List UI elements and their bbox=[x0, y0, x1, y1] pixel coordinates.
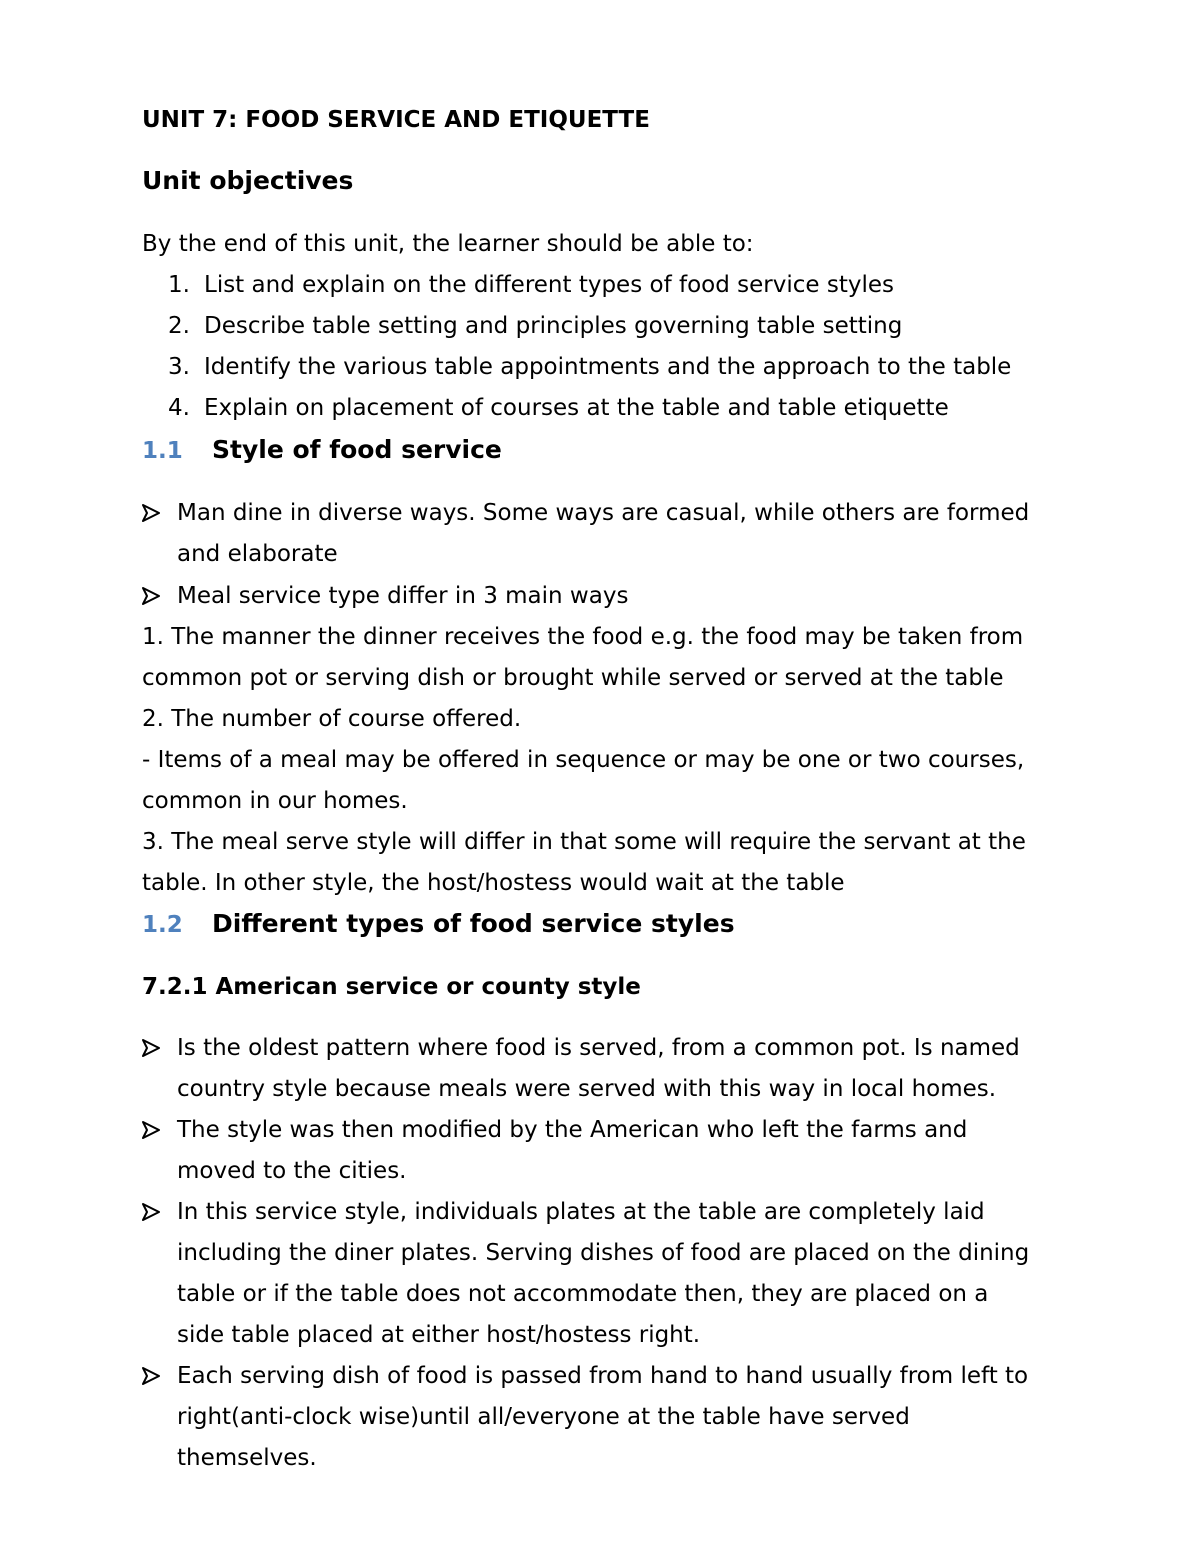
objective-text: Explain on placement of courses at the table and table etiquette bbox=[204, 395, 949, 421]
arrowhead-bullet-icon bbox=[140, 581, 162, 611]
bullet-text: In this service style, individuals plates at the table are completely laid bbox=[177, 1199, 985, 1225]
objectives-heading: Unit objectives bbox=[142, 166, 354, 195]
paragraph-line: table. In other style, the host/hostess would wait at the table bbox=[142, 870, 845, 896]
bullet-text: Is the oldest pattern where food is served, from a common pot. Is named bbox=[177, 1035, 1020, 1061]
objective-number: 2. bbox=[168, 313, 190, 339]
arrowhead-bullet-icon bbox=[140, 498, 162, 528]
bullet-text: and elaborate bbox=[177, 541, 338, 567]
arrowhead-bullet-icon bbox=[140, 1197, 162, 1227]
paragraph-line: 3. The meal serve style will differ in that some will require the servant at the bbox=[142, 829, 1026, 855]
objectives-intro: By the end of this unit, the learner should be able to: bbox=[142, 231, 754, 257]
subsection-heading: 7.2.1 American service or county style bbox=[142, 974, 641, 1000]
bullet-text: table or if the table does not accommodate then, they are placed on a bbox=[177, 1281, 989, 1307]
objective-number: 4. bbox=[168, 395, 190, 421]
section-title: Style of food service bbox=[212, 435, 502, 464]
paragraph-line: 1. The manner the dinner receives the food e.g. the food may be taken from bbox=[142, 624, 1024, 650]
arrowhead-bullet-icon bbox=[140, 1361, 162, 1391]
arrowhead-bullet-icon bbox=[140, 1033, 162, 1063]
section-number: 1.2 bbox=[142, 912, 183, 938]
unit-title: UNIT 7: FOOD SERVICE AND ETIQUETTE bbox=[142, 107, 650, 133]
bullet-text: side table placed at either host/hostess right. bbox=[177, 1322, 701, 1348]
bullet-text: Each serving dish of food is passed from hand to hand usually from left to bbox=[177, 1363, 1029, 1389]
bullet-text: right(anti-clock wise)until all/everyone at the table have served bbox=[177, 1404, 910, 1430]
bullet-text: Man dine in diverse ways. Some ways are casual, while others are formed bbox=[177, 500, 1030, 526]
bullet-text: moved to the cities. bbox=[177, 1158, 407, 1184]
paragraph-line: common pot or serving dish or brought while served or served at the table bbox=[142, 665, 1004, 691]
bullet-text: themselves. bbox=[177, 1445, 317, 1471]
objective-number: 1. bbox=[168, 272, 190, 298]
objective-number: 3. bbox=[168, 354, 190, 380]
section-title: Different types of food service styles bbox=[212, 909, 735, 938]
paragraph-line: - Items of a meal may be offered in sequence or may be one or two courses, bbox=[142, 747, 1025, 773]
section-number: 1.1 bbox=[142, 438, 183, 464]
objective-text: List and explain on the different types of food service styles bbox=[204, 272, 894, 298]
bullet-text: including the diner plates. Serving dishes of food are placed on the dining bbox=[177, 1240, 1030, 1266]
arrowhead-bullet-icon bbox=[140, 1115, 162, 1145]
paragraph-line: 2. The number of course offered. bbox=[142, 706, 522, 732]
bullet-text: Meal service type differ in 3 main ways bbox=[177, 583, 629, 609]
objective-text: Identify the various table appointments and the approach to the table bbox=[204, 354, 1012, 380]
paragraph-line: common in our homes. bbox=[142, 788, 408, 814]
bullet-text: country style because meals were served with this way in local homes. bbox=[177, 1076, 997, 1102]
objective-text: Describe table setting and principles governing table setting bbox=[204, 313, 903, 339]
bullet-text: The style was then modified by the American who left the farms and bbox=[177, 1117, 968, 1143]
